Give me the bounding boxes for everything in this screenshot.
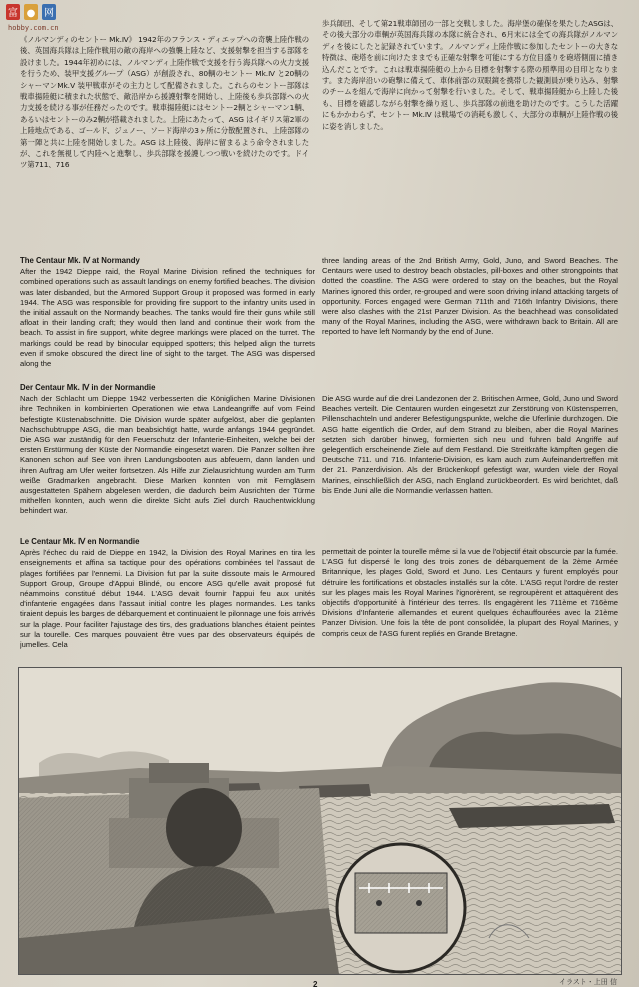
french-heading: Le Centaur Mk. Ⅳ en Normandie xyxy=(20,537,140,546)
watermark-site-text: hobby.com.cn xyxy=(8,24,59,32)
french-text-left: Après l'échec du raid de Dieppe en 1942, la Division des Royal Marines en tira les enseignements et affina sa tactique pour des opérations combinées tel l'assaut de plages fortifiées par l'ennemi. La Division fut par la suite dissoute mais le Armoured Support Group, Groupe d'Appui Blindé, ou encore ASG qu'elle avait proposé fut néammoins constitué début 1944. L'ASG devait fournir l'appui feu aux unités d'infanterie engagées dans l'assaut initial contre les plages normandes. Les tanks tiraient depuis les barges de débarquement et continuaient le pilonnage une fois arrivés sur la plage. Pour faciliter l'ajustage des tirs, des graduations blanches étaient peintes sur la tourelle. Ces marques pouvaient être vues par des observateurs équipés de jumelles. Cela xyxy=(20,548,315,650)
japanese-text-right: 歩兵師団、そして第21戦車師団の一部と交戦しました。海岸堡の確保を果たしたASGは、その後大部分の車輌が英国海兵隊の本隊に統合され、6月末には全ての海兵隊がノルマンディを後にしたと記録されています。ノルマンディ上陸作戦に参加したセントーの大きな特徴は、砲塔を前に向けたままでも正確な射撃を可能にする方位目盛りを砲塔側面に描き込んだことです。これは戦車揚陸艇の上から目標を射撃する際の照準用の目印となります。また海岸沿いの砲撃に備えて、車体前部の双眼鏡を携帯した観測員が乗り込み、射撃のチームを組んで海岸に向かって射撃を行いました。そして、戦車揚陸艇から上陸した後も、目標を確認しながら射撃を繰り返し、歩兵部隊の前進を助けたのです。こうした活躍にもかかわらず、セントー Mk.Ⅳ は戦場での消耗も激しく、大部分の車輌が上陸作戦の後に姿を消しました。 xyxy=(322,19,618,131)
english-section-left xyxy=(20,256,315,374)
page-number: 2 xyxy=(313,980,318,987)
svg-text:富: 富 xyxy=(8,8,18,19)
french-text-right: permettait de pointer la tourelle même si la vue de l'objectif était obscurcie par la fumée. L'ASG fut dispersé le long des trois zones de débarquement de la 2ème Armée Britannique, les plages Gold, Sword et Juno. Les Centaurs y furent employés pour détruire les fortifications et obstacles installés sur la côte. L'ASG reçut l'ordre de rester sur les plages mais les Royal Marines l'ignorèrent, se regroupèrent et attaquèrent des objectifs d'opportunité à l'intérieur des terres. Ils engagèrent les 711ème et 716ème Divisions d'Infanterie allemandes et eurent quelques échauffourées avec la 21ème Panzer Division. Une fois la tête de pont consolidée, la plupart des Royal Marines, y compris ceux de l'ASG furent repliés en Grande Bretagne. xyxy=(322,547,618,638)
illustration-credit: イラスト・上田 信 xyxy=(558,978,617,986)
site-logo xyxy=(4,2,64,32)
english-heading: The Centaur Mk. Ⅳ at Normandy xyxy=(20,256,140,265)
svg-text:网: 网 xyxy=(44,8,54,19)
german-text-left: Nach der Schlacht um Dieppe 1942 verbesserten die Königlichen Marine Divisionen ihre Techniken in kombinierten Operationen wie etwa Landeangriffe auf vom Feind befestigte Küstenabschnitte. Die Division wurde später aufgelöst, aber die geplanten Nachschubtruppe ASG, die man beabsichtigt hatte, wurde anfangs 1944 gegründet. Die ASG war zuständig für den Feuerschutz der Infanterie-Einheiten, welche bei der ersten Erstürmung der Küste der Normandie eingesetzt waren. Die Panzer sollten ihre Kanonen schon auf See von ihren Landungsbooten aus abfeuern, dann landen und ihren Auftrag am Ufer weiter fortsetzen. Als Hilfe zur Zielausrichtung wurden am Turm weiße Gradmarken angebracht. Diese Marken konnten von mit Ferngläsern ausgestatteten Spähern abgelesen werden, die dadurch beim Ausrichten der Türme mithelfen konnten, auch wenn die direkte Sicht aufs Ziel durch Rauchentwicklung behindert war. xyxy=(20,394,315,516)
landing-illustration xyxy=(18,667,622,975)
landing-craft-sketch xyxy=(19,668,621,974)
german-text-right: Die ASG wurde auf die drei Landezonen der 2. Britischen Armee, Gold, Juno und Sword Beaches verteilt. Die Centauren wurden eingesetzt zur Zerstörung von Küstensperren, Pillenschachteln und anderer Befestigungspunkte, welche die Uferlinie durchzogen. Die ASG hatte eigentlich die Order, auf dem Strand zu bleiben, aber die Royal Marines setzten sich darüber hinweg, formierten sich neu und fuhren bald Angriffe auf gelegentlich erscheinende Ziele auf dem Festland. Die Streitkräfte kämpften gegen die Deutsche 711. und 716. Infanterie-Division, es kam auch zum Aufeinandertreffen mit der 21. Panzerdivision. Als der Brückenkopf gefestigt war, wurden viele der Royal Marines, einschließlich der ASG, nach England zurückbeordert. Es wird berichtet, daß bis Ende Juni alle die Normandie verlassen hatten. xyxy=(322,394,618,495)
watermark-logo-icon xyxy=(4,2,64,24)
english-text-right: three landing areas of the 2nd British Army, Gold, Juno, and Sword Beaches. The Centaurs were used to destroy beach obstacles, pill-boxes and other strongpoints that dotted the coastline. The ASG were ordered to stay on the beaches, but the Royal Marines ignored this order, re-grouped and were soon driving inland attacking targets of opportunity. Forces engaged were German 711th and 716th Infantry Divisions, there were also clashes with the 21st Panzer Division. As the beachhead was consolidated many of the Royal Marines, including the ASG, were withdrawn back to Britain. All are reported to have left Normandy by the end of June. xyxy=(322,256,618,337)
german-heading: Der Centaur Mk. Ⅳ in der Normandie xyxy=(20,383,156,392)
svg-text:●: ● xyxy=(26,8,36,19)
english-text-left: After the 1942 Dieppe raid, the Royal Marine Division refined the techniques for combined operations such as assault landings on enemy fortified beaches. The division was later disbanded, but the Armored Support Group it proposed was formed in early 1944. The ASG was responsible for providing fire support to the infantry units used in the initial assault on the Normandy beaches. The tanks would fire their guns while still afloat in their landing craft; they would then land and continue their work from the beach. To assist in fire support, white degree markings were placed on the turret. The markings could be read by binocular equipped spotters; this helped align the turrets even if smoke obscured the direct line of sight to the target. The ASG was dispersed along the xyxy=(20,267,315,369)
french-section-left xyxy=(20,537,315,665)
japanese-text-left: 《ノルマンディのセントー Mk.Ⅳ》 1942年のフランス・ディエップへの奇襲上陸作戦の後、英国海兵隊は上陸作戦用の敵の海岸への強襲上陸など、支援射撃を担当する部隊を設けました。1944年初めには、ノルマンディ上陸作戦で支援を行う海兵隊への火力支援を行うため、装甲支援グループ（ASG）が創設され、80輌のセントー Mk.Ⅳ と20輌のシャーマンMk.Ⅴ 装甲戦車がその主力として配備されました。これらのセントー部隊は戦車揚陸艇に積まれた状態で、敵沿岸から援護射撃を開始し、上陸後も歩兵部隊への火力支援を続ける事が任務だったのです。戦車揚陸艇にはセントー2輌とシャーマン1輌、あるいはセントーのみ2輌が搭載されました。上陸にあたって、ASG はイギリス第2軍の上陸地点である、ゴールド、ジュノー、ソード海岸の3ヶ所に分散配置され、上陸部隊の第一陣と共に上陸を開始しました。ASG は上陸後、海岸に留まるよう命令されましたが、これを無視して内陸へと進撃し、歩兵部隊を援護しつつ戦いを続けたのです。ドイツ第711、716 xyxy=(20,35,309,170)
german-section-left xyxy=(20,383,315,533)
